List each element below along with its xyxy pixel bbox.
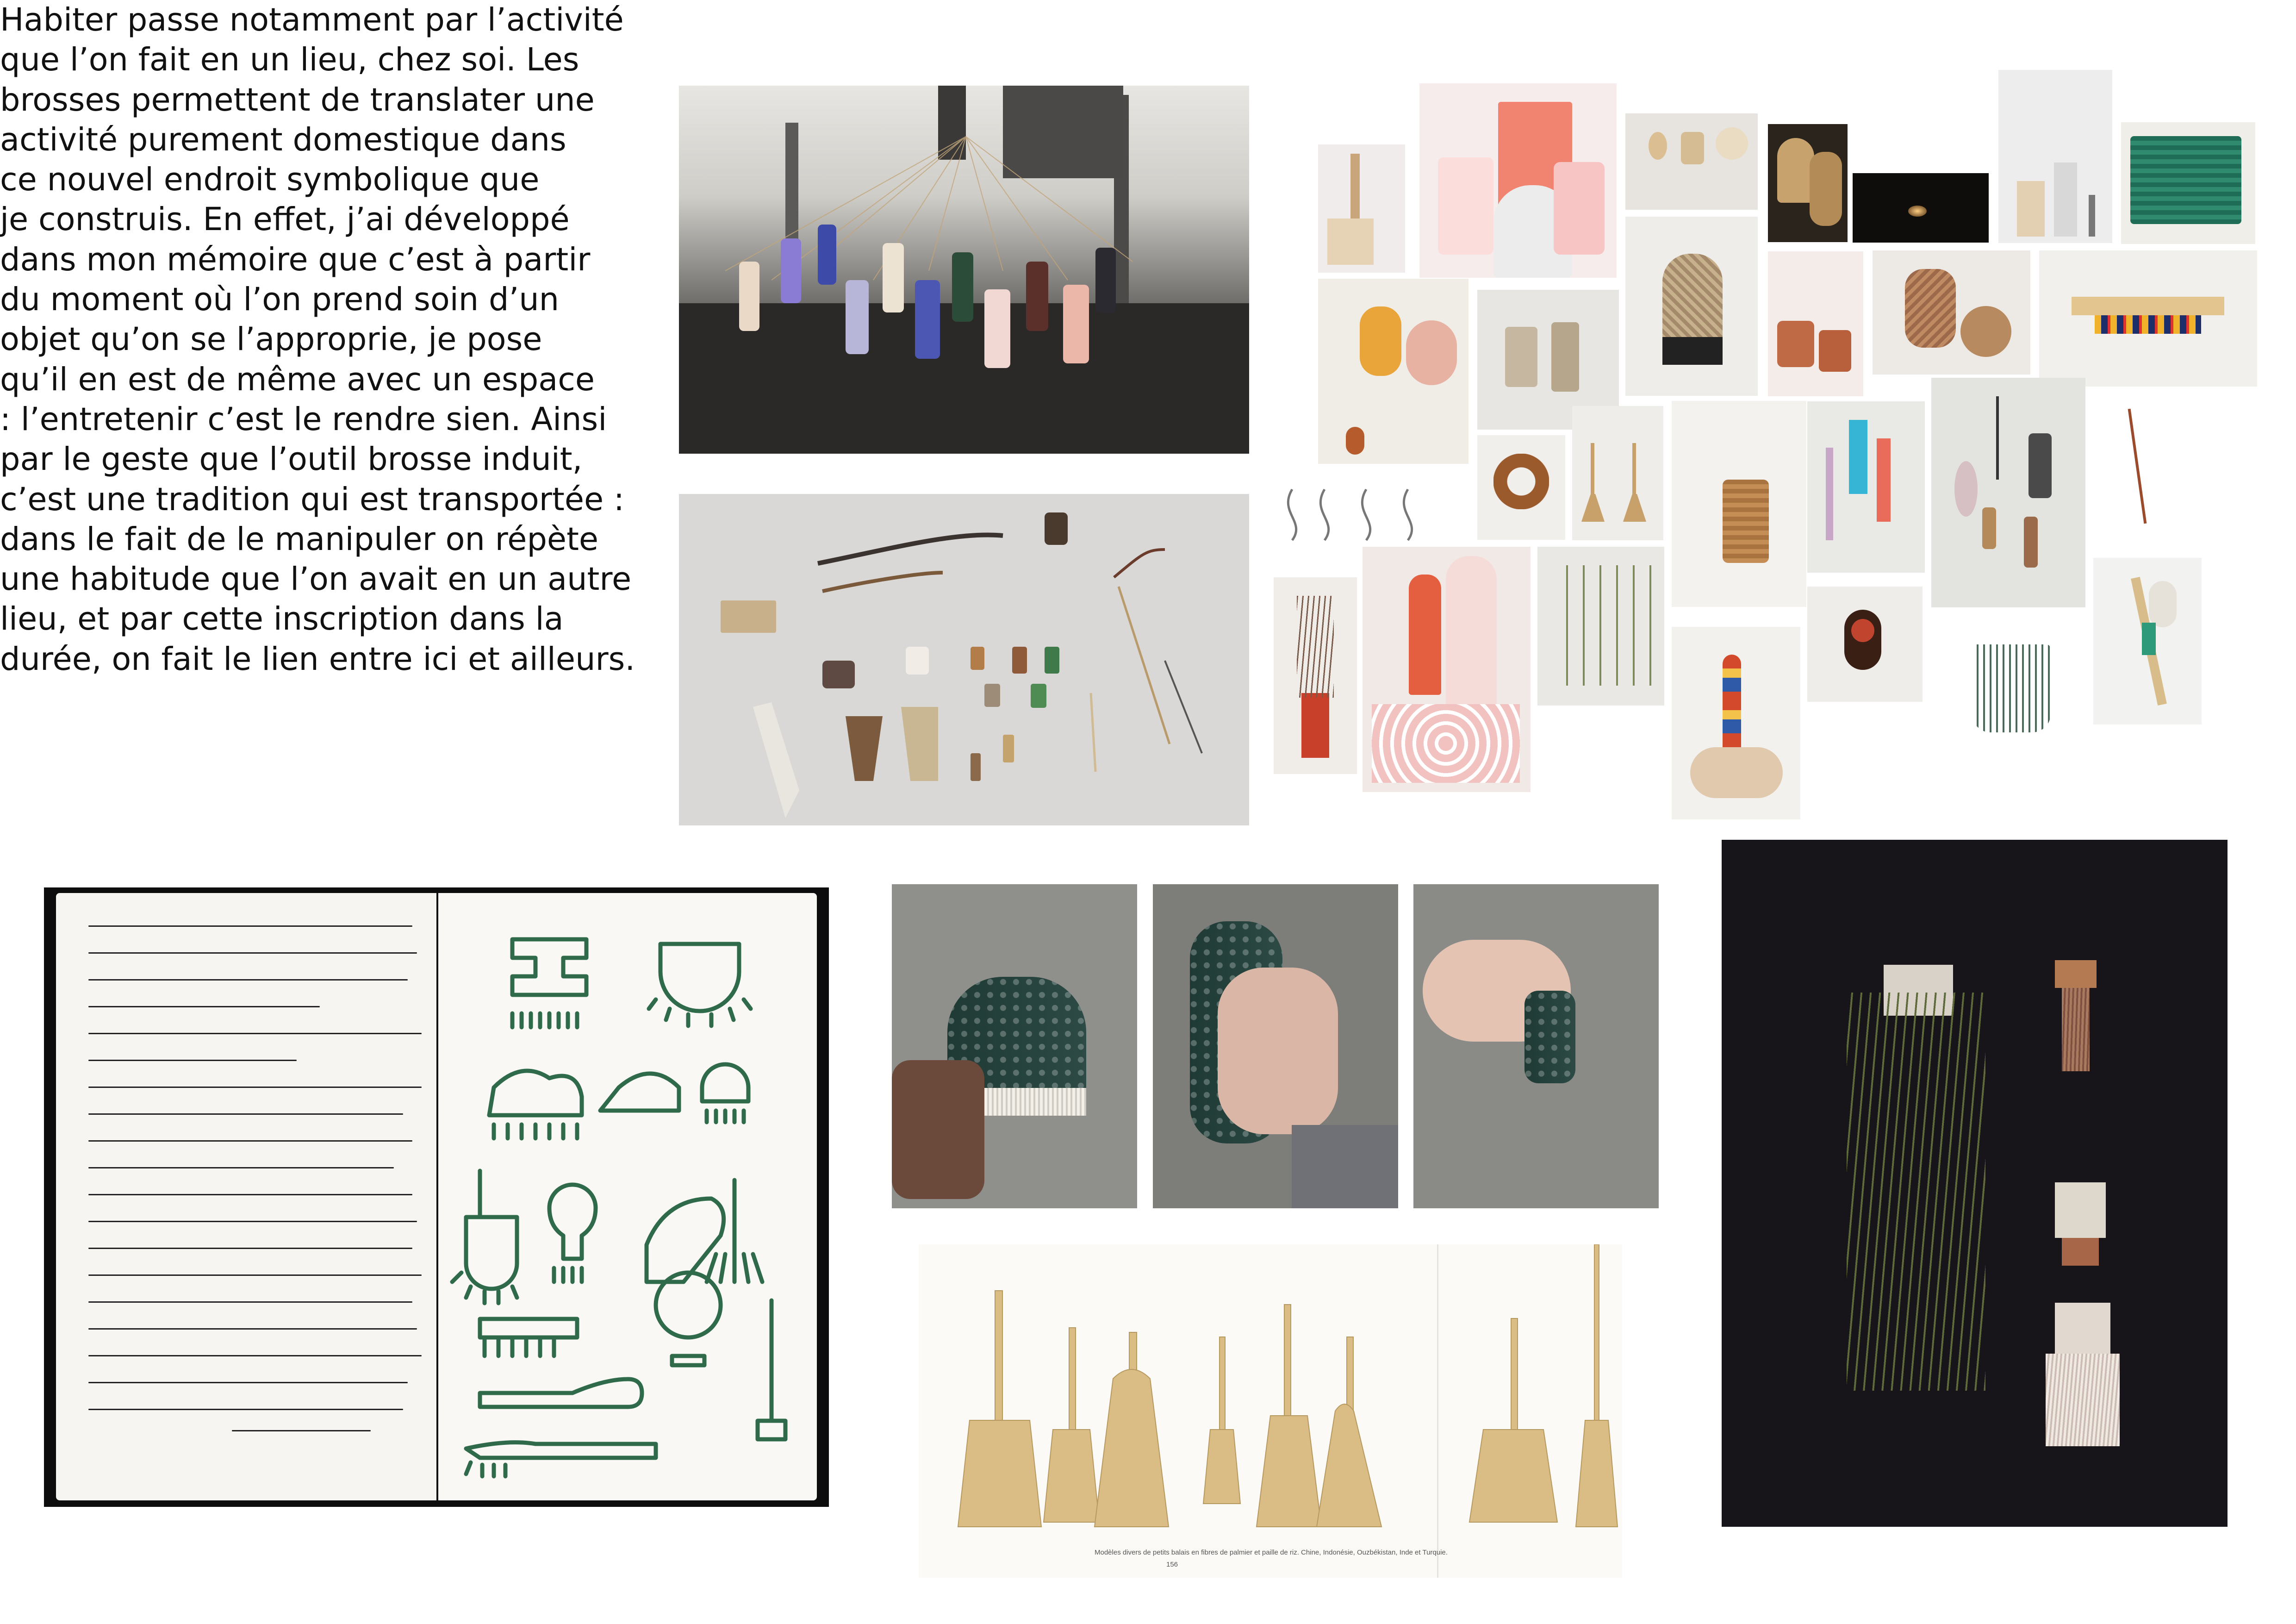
knit-brush-photo-3 — [1413, 884, 1659, 1208]
collage-flowers-photo — [1537, 547, 1664, 706]
collage-terracotta-pots-photo — [1768, 251, 1863, 396]
collage-green-brush-photo — [2093, 558, 2202, 725]
notebook-photo — [44, 887, 829, 1507]
broom-book-photo — [919, 1244, 1622, 1578]
paragraph-line: qu’il en est de même avec un espace — [0, 361, 595, 398]
collage-pink-vessels-photo — [1419, 83, 1617, 278]
paragraph-line: durée, on fait le lien entre ici et ailleurs. — [0, 640, 635, 678]
collage-lamps-photo — [1768, 124, 1848, 242]
collage-ceramics-photo — [1363, 547, 1531, 792]
collage-wooden-spatula-photo — [1807, 587, 1923, 702]
intro-paragraph — [0, 0, 635, 679]
paragraph-line: ce nouvel endroit symbolique que — [0, 161, 540, 199]
paragraph-line: objet qu’on se l’approprie, je pose — [0, 321, 542, 358]
knit-brush-photo-1 — [892, 884, 1137, 1208]
collage-hand-brooms-photo — [1572, 406, 1663, 540]
collage-rope-knots-photo — [1274, 480, 1457, 549]
collage-striped-jug-photo — [1949, 621, 2083, 753]
collage-branches-vase-photo — [1274, 577, 1357, 774]
collage-wood-table-photo — [2039, 250, 2257, 387]
collage-wooden-spoons-photo — [1625, 113, 1758, 210]
rope-knots-illustration — [1274, 480, 1457, 549]
paragraph-line: activité purement domestique dans — [0, 121, 566, 158]
paragraph-line: du moment où l’on prend soin d’un — [0, 281, 560, 319]
collage-tools-photo — [1807, 401, 1925, 573]
braiding-machine-illustration — [679, 86, 1249, 454]
collage-night-fire-photo — [1853, 173, 1989, 243]
notebook-right-page — [438, 893, 817, 1500]
paragraph-line: lieu, et par cette inscription dans la — [0, 600, 564, 638]
paragraph-line: que l’on fait en un lieu, chez soi. Les — [0, 41, 579, 79]
braiding-machine-photo — [679, 86, 1249, 454]
collage-woven-vessels-photo — [1873, 250, 2030, 375]
paragraph-line: je construis. En effet, j’ai développé — [0, 201, 570, 238]
paragraph-line: une habitude que l’on avait en un autre — [0, 561, 632, 598]
collage-white-objects-photo — [1998, 70, 2112, 243]
brooms-illustration — [919, 1244, 1622, 1578]
collage-hanging-basket-photo — [1672, 401, 1806, 607]
paragraph-line: dans mon mémoire que c’est à partir — [0, 241, 591, 278]
collage-wood-stick-photo — [1318, 144, 1405, 273]
notebook-left-page — [56, 893, 436, 1500]
collage-green-rope-photo — [2121, 122, 2255, 244]
brush-sketches — [438, 893, 817, 1500]
paragraph-line: par le geste que l’outil brosse induit, — [0, 441, 583, 478]
straw-copper-photo — [1722, 840, 2228, 1527]
paragraph-line: dans le fait de le manipuler on répète — [0, 520, 599, 558]
paragraph-line: Habiter passe notamment par l’activité — [0, 1, 624, 38]
collage-long-stick-photo — [2094, 390, 2200, 547]
paragraph-line: c’est une tradition qui est transportée : — [0, 481, 624, 518]
paragraph-line: : l’entretenir c’est le rendre sien. Ainsi — [0, 400, 607, 438]
broom-caption: Modèles divers de petits balais en fibres de palmier et paille de riz. Chine, Indonésie, Ouzbékistan, Inde et Turquie. — [1095, 1549, 1448, 1556]
collage-colorful-sculpture-photo — [1672, 627, 1800, 819]
collage-amber-glass-photo — [1318, 279, 1468, 464]
materials-illustration — [679, 494, 1249, 825]
knit-brush-photo-2 — [1153, 884, 1398, 1208]
collage-wall-brushes-photo — [1931, 378, 2085, 607]
paragraph-line: brosses permettent de translater une — [0, 81, 595, 119]
book-page-number: 156 — [1166, 1561, 1178, 1568]
collage-woven-lamp-photo — [1625, 217, 1758, 396]
collage-brass-ring-photo — [1477, 435, 1565, 540]
materials-flatlay-photo — [679, 494, 1249, 825]
